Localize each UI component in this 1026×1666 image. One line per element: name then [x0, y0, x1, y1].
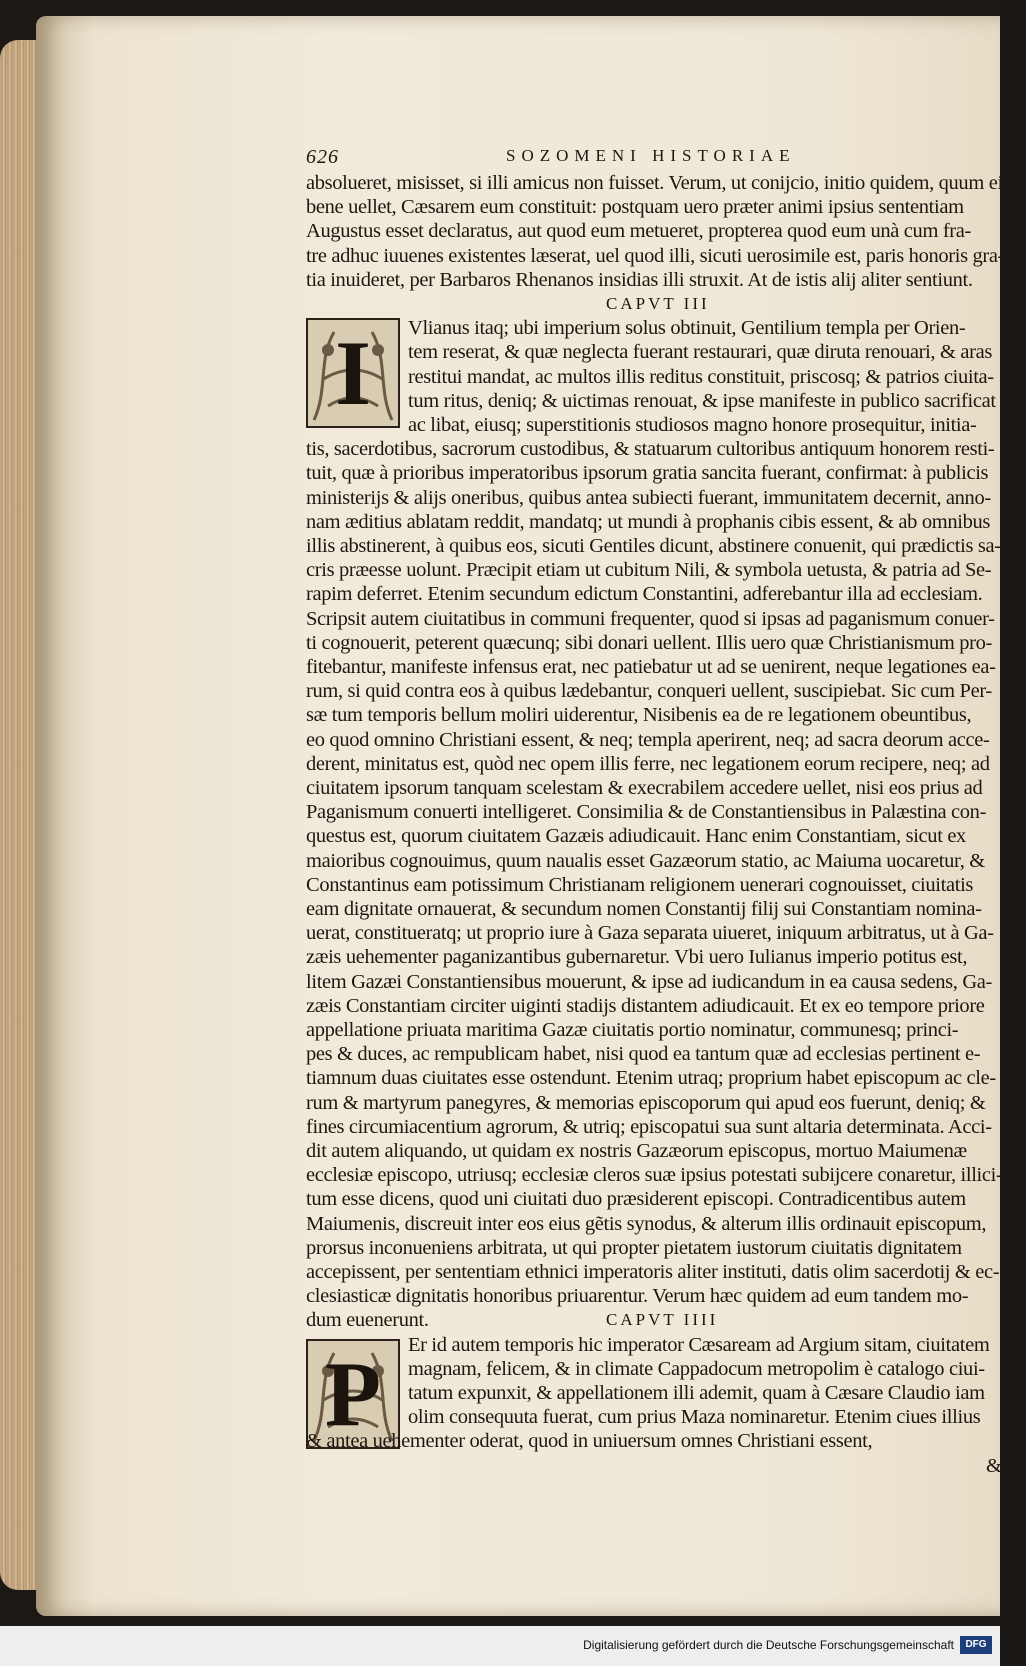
footer-credit: Digitalisierung gefördert durch die Deutsche Forschungsgemeinschaft: [583, 1638, 954, 1652]
text-line: tia inuideret, per Barbaros Rhenanos insidias illi struxit. At de istis alij aliter sentiunt.: [306, 268, 973, 291]
text-line: zæis uehementer paganizantibus gubernaretur. Vbi uero Iulianus imperio potitus est,: [306, 946, 968, 969]
text-line: Augustus esset declaratus, aut quod eum metueret, propterea quod eum unà cum fra-: [306, 220, 972, 243]
text-line: restitui mandat, ac multos illis reditus constituit, priscosq; & patrios ciuita-: [408, 365, 994, 388]
text-line: Vlianus itaq; ubi imperium solus obtinuit, Gentilium templa per Orien-: [408, 317, 966, 340]
text-line: ministerijs & alijs oneribus, quibus antea subiecti fuerant, immunitatem decernit, anno-: [306, 486, 991, 509]
text-line: tum esse dicens, quod uni ciuitati duo præsiderent episcopi. Contradicentibus autem: [306, 1188, 966, 1211]
running-header: [306, 146, 1026, 174]
text-block: [306, 141, 1016, 1477]
text-line: tem reserat, & quæ neglecta fuerant restaurari, quæ diruta renouari, & aras: [408, 341, 992, 364]
text-line: eam dignitate ornauerat, & secundum nomen Constantij filij sui Constantiam nomina-: [306, 898, 982, 920]
text-line: tis, sacerdotibus, sacrorum custodibus, & statuarum cultoribus antiquum honorem resti-: [306, 438, 995, 461]
text-line: cris præesse uolunt. Præcipit etiam ut cubitum Nili, & symbola uetusta, & patria ad Se-: [306, 559, 992, 582]
text-line: rum & martyrum panegyres, & memorias episcoporum qui apud eos fuerunt, deniq; &: [306, 1091, 986, 1114]
text-line: rum, si quid contra eos à quibus lædebantur, conqueri uellent, suscipiebat. Sic cum Per-: [306, 680, 992, 703]
text-line: & antea uehementer oderat, quod in uniuersum omnes Christiani essent,: [306, 1430, 873, 1453]
text-line: bene uellet, Cæsarem eum constituit: postquam uero præter animi ipsius sententiam: [306, 196, 964, 219]
dfg-logo: DFG: [960, 1636, 992, 1654]
text-line: prorsus inconueniens arbitrata, ut qui propter pietatem iustorum ciuitatis dignitatem: [306, 1236, 962, 1259]
text-line: tiamnum duas ciuitates esse ostendunt. Etenim utraq; proprium habet episcopum ac cle-: [306, 1067, 996, 1090]
text-line: ac libat, eiusq; superstitionis studiosos magno honore prosequitur, initia-: [408, 414, 977, 436]
text-line: clesiasticæ dignitatis honoribus priuarentur. Verum hæc quidem ad eum tandem mo-: [306, 1285, 969, 1308]
book-page: [36, 16, 1005, 1616]
text-line: tum ritus, deniq; & uictimas renouat, & ipse manifeste in publico sacrificat: [408, 389, 996, 412]
initial-letter: P: [324, 1342, 382, 1445]
text-line: zæis Constantiam circiter uiginti stadijs distantem adiudicauit. Et ex eo tempore priore: [306, 994, 985, 1017]
text-line: dum euenerunt.: [306, 1309, 429, 1332]
text-line: maioribus cognouimus, quum naualis esset Gazæorum statio, ac Maiuma uocaretur, &: [306, 849, 985, 872]
text-line: fines circumiacentium agrorum, & utriq; episcopatui sua sunt altaria determinata. Acci-: [306, 1115, 992, 1138]
text-line: tatum expunxit, & appellationem illi ademit, quam à Cæsare Claudio iam: [408, 1382, 985, 1404]
text-line: accepissent, per sententiam ethnici imperatoris aliter instituti, datis olim sacerdotij & ec-: [306, 1261, 1000, 1283]
text-line: sæ tum temporis bellum moliri uiderentur, Nisibenis ea de re legationem obeuntibus,: [306, 704, 972, 727]
text-line: derent, minitatus est, quòd nec opem illis ferre, nec legationem eorum recipere, neq; ad: [306, 752, 990, 775]
text-line: litem Gazæi Constantiensibus mouerunt, & ipse ad iudicandum in ea causa sedens, Ga-: [306, 970, 993, 993]
text-line: appellatione priuata maritima Gazæ ciuitatis portio nominatur, communesq; princi-: [306, 1019, 959, 1041]
text-line: ciuitatem ipsorum tanquam scelestam & execrabilem accedere uellet, nisi eos prius ad: [306, 777, 983, 799]
text-line: nam æditius ablatam reddit, mandatq; ut mundi à prophanis cibis essent, & ab omnibus: [306, 510, 991, 533]
initial-letter: I: [335, 322, 371, 425]
running-title: SOZOMENI HISTORIAE: [506, 146, 796, 165]
text-line: absolueret, misisset, si illi amicus non fuisset. Verum, ut conijcio, initio quidem, quum ei: [306, 172, 1003, 194]
chapter-heading: CAPVT III: [606, 294, 710, 313]
text-line: olim consequuta fuerat, cum prius Maza nominaretur. Etenim ciues illius: [408, 1406, 981, 1429]
text-line: pes & duces, ac rempublicam habet, nisi quod ea tantum quæ ad ecclesias pertinent e-: [306, 1043, 981, 1066]
page-number: 626: [306, 146, 339, 168]
text-line: ti cognouerit, peterent quæcunq; sibi donari uellent. Illis uero quæ Christianismum pro-: [306, 631, 993, 654]
text-line: rapim deferret. Etenim secundum edictum Constantini, adferebantur illa ad ecclesiam.: [306, 583, 983, 606]
text-line: Er id autem temporis hic imperator Cæsaream ad Argium sitam, ciuitatem: [408, 1333, 990, 1356]
text-line: uerat, constitueratq; ut proprio iure à Gaza separata uiueret, iniquum arbitratus, ut à Ga-: [306, 922, 994, 945]
text-line: Paganismum conuerti intelligeret. Consimilia & de Constantiensibus in Palæstina con-: [306, 801, 987, 824]
text-line: questus est, quorum ciuitatem Gazæis adiudicauit. Hanc enim Constantiam, sicut ex: [306, 825, 966, 848]
text-line: fitebantur, manifeste infensus erat, nec patiebatur ut ad se uenirent, neque legationes ea-: [306, 656, 996, 678]
text-line: illis abstinerent, à quibus eos, sicuti Gentiles dicunt, abstinere conuenit, qui prædictis sa-: [306, 535, 1001, 557]
text-line: eo quod omnino Christiani essent, & neq; templa aperirent, neq; ad sacra deorum acce-: [306, 728, 990, 751]
text-line: ecclesiæ episcopo, utriusq; ecclesiæ cleros suæ ipsius potestati subijcere conaretur, illici-: [306, 1164, 1003, 1187]
text-line: Scripsit autem ciuitatibus in communi frequenter, quod si ipsas ad paganismum conuer-: [306, 607, 995, 630]
text-line: magnam, felicem, & in climate Cappadocum metropolim è catalogo ciui-: [408, 1357, 985, 1380]
chapter-heading: CAPVT IIII: [606, 1310, 719, 1330]
text-line: Constantinus eam potissimum Christianam religionem uenerari cognouisset, ciuitatis: [306, 873, 974, 896]
text-line: tuit, quæ à prioribus imperatoribus ipsorum gratia sancita fuerant, confirmat: à publicis: [306, 462, 989, 485]
text-line: Maiumenis, discreuit inter eos eius gẽtis synodus, & alterum illis ordinauit episcopum,: [306, 1212, 987, 1235]
catchword: &: [986, 1454, 1002, 1477]
text-line: tre adhuc iuuenes existentes læserat, uel quod illi, sicuti uerosimile est, paris honoris gra-: [306, 244, 1005, 267]
decorated-initial: [306, 318, 400, 428]
text-line: dit autem aliquando, ut quidam ex nostris Gazæorum episcopus, mortuo Maiumenæ: [306, 1140, 967, 1162]
footer-bar: [0, 1626, 1000, 1666]
